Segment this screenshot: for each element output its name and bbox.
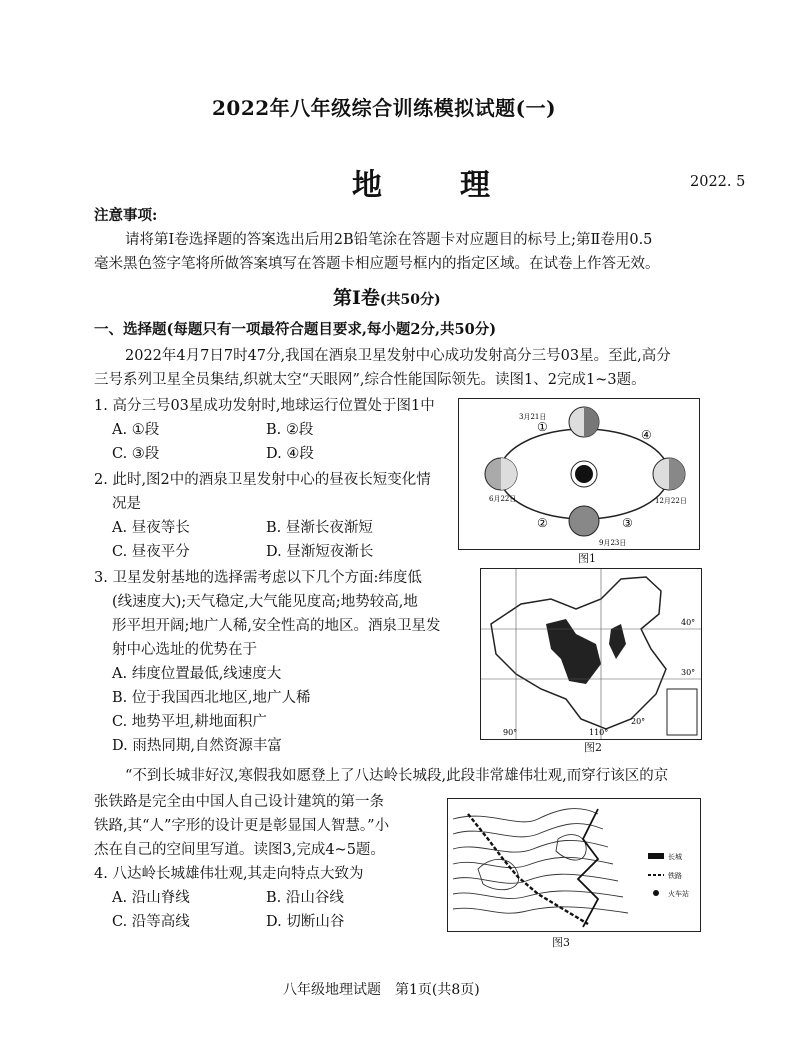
figure-3-contour-map [447, 798, 701, 932]
date-label: 6月22日 [489, 495, 517, 503]
passage-line: 杰在自己的空间里写道。读图3,完成4~5题。 [94, 842, 385, 858]
segment-2-label: ② [537, 516, 548, 530]
option-d: D. 雨热同期,自然资源丰富 [112, 738, 282, 754]
question-stem: 形平坦开阔;地广人稀,安全性高的地区。酒泉卫星发 [112, 618, 441, 634]
figure-1-caption: 图1 [578, 552, 596, 565]
lon-label: 110° [589, 728, 609, 737]
date-label: 3月21日 [519, 413, 547, 421]
exam-date: 2022. 5 [690, 174, 746, 190]
segment-1-label: ① [537, 420, 548, 434]
option-b: B. 沿山谷线 [266, 890, 344, 906]
earth-top-night [584, 407, 599, 437]
legend-station-label: 火车站 [668, 890, 689, 898]
part-title [333, 283, 441, 310]
segment-3-label: ③ [622, 516, 633, 530]
passage-line: “不到长城非好汉,寒假我如愿登上了八达岭长城段,此段非常雄伟壮观,而穿行该区的京 [125, 768, 669, 784]
map-svg [481, 569, 701, 739]
option-c: C. 沿等高线 [112, 914, 190, 930]
option-a: A. ①段 [112, 422, 160, 438]
inset-box [667, 689, 697, 735]
part-title-main: 第Ⅰ卷 [333, 287, 380, 309]
option-b: B. ②段 [266, 422, 314, 438]
passage-line: 张铁路是完全由中国人自己设计建筑的第一条 [94, 794, 384, 810]
notice-heading: 注意事项: [94, 207, 158, 224]
lat-label: 20° [631, 717, 646, 726]
question-stem: (线速度大);天气稳定,大气能见度高;地势较高,地 [112, 594, 418, 610]
contour-lines [453, 809, 628, 914]
orbit-svg [459, 399, 699, 549]
figure-2-caption: 图2 [584, 741, 602, 754]
option-a: A. 昼夜等长 [112, 520, 190, 536]
lat-label: 40° [681, 618, 696, 627]
question-stem: 况是 [112, 496, 141, 512]
question-stem: 射中心选址的优势在于 [112, 642, 257, 658]
part-title-score: (共50分) [379, 292, 441, 308]
great-wall-line [468, 814, 588, 924]
option-a: A. 纬度位置最低,线速度大 [112, 666, 282, 682]
earth-left-day [501, 458, 517, 490]
question-stem: 4. 八达岭长城雄伟壮观,其走向特点大致为 [94, 866, 364, 882]
contour-svg [448, 799, 700, 931]
intro-line: 三号系列卫星全员集结,织就太空“天眼网”,综合性能国际领先。读图1、2完成1~3题。 [94, 372, 646, 388]
option-d: D. ④段 [266, 446, 314, 462]
lat-label: 30° [681, 668, 696, 677]
lon-label: 90° [503, 728, 518, 737]
figure-2-china-map [480, 568, 702, 740]
date-label: 9月23日 [599, 539, 627, 547]
option-c: C. ③段 [112, 446, 160, 462]
notice-line: 毫米黑色签字笔将所做答案填写在答题卡相应题号框内的指定区域。在试卷上作答无效。 [94, 256, 660, 272]
option-d: D. 切断山谷 [266, 914, 345, 930]
option-b: B. 昼渐长夜渐短 [266, 520, 373, 536]
earth-right-night [669, 458, 685, 490]
question-stem: 1. 高分三号03星成功发射时,地球运行位置处于图1中 [94, 398, 435, 414]
date-label: 12月22日 [655, 497, 687, 505]
option-a: A. 沿山脊线 [112, 890, 190, 906]
figure-3-caption: 图3 [552, 936, 570, 949]
option-b: B. 位于我国西北地区,地广人稀 [112, 690, 311, 706]
option-d: D. 昼渐短夜渐长 [266, 544, 374, 560]
section-heading: 一、选择题(每题只有一项最符合题目要求,每小题2分,共50分) [94, 321, 497, 338]
page-footer: 八年级地理试题 第1页(共8页) [283, 982, 480, 998]
question-stem: 3. 卫星发射基地的选择需考虑以下几个方面:纬度低 [94, 570, 422, 586]
option-c: C. 昼夜平分 [112, 544, 190, 560]
legend-station-symbol [653, 890, 659, 896]
notice-line: 请将第Ⅰ卷选择题的答案选出后用2B铅笔涂在答题卡对应题目的标号上;第Ⅱ卷用0.5 [125, 232, 653, 248]
subject-title: 地 理 [352, 168, 514, 203]
intro-line: 2022年4月7日7时47分,我国在酒泉卫星发射中心成功发射高分三号03星。至此,高分 [125, 348, 671, 364]
legend-wall-symbol [648, 853, 664, 859]
sun-icon [575, 465, 593, 483]
earth-bottom [569, 506, 599, 536]
exam-title: 2022年八年级综合训练模拟试题(一) [212, 96, 557, 120]
legend-wall-label: 长城 [668, 853, 682, 861]
option-c: C. 地势平坦,耕地面积广 [112, 714, 267, 730]
segment-4-label: ④ [641, 428, 652, 442]
legend-railway-label: 铁路 [668, 872, 682, 880]
figure-1-orbit-diagram [458, 398, 700, 550]
passage-line: 铁路,其“人”字形的设计更是彰显国人智慧。”小 [94, 818, 390, 834]
question-stem: 2. 此时,图2中的酒泉卫星发射中心的昼夜长短变化情 [94, 472, 431, 488]
